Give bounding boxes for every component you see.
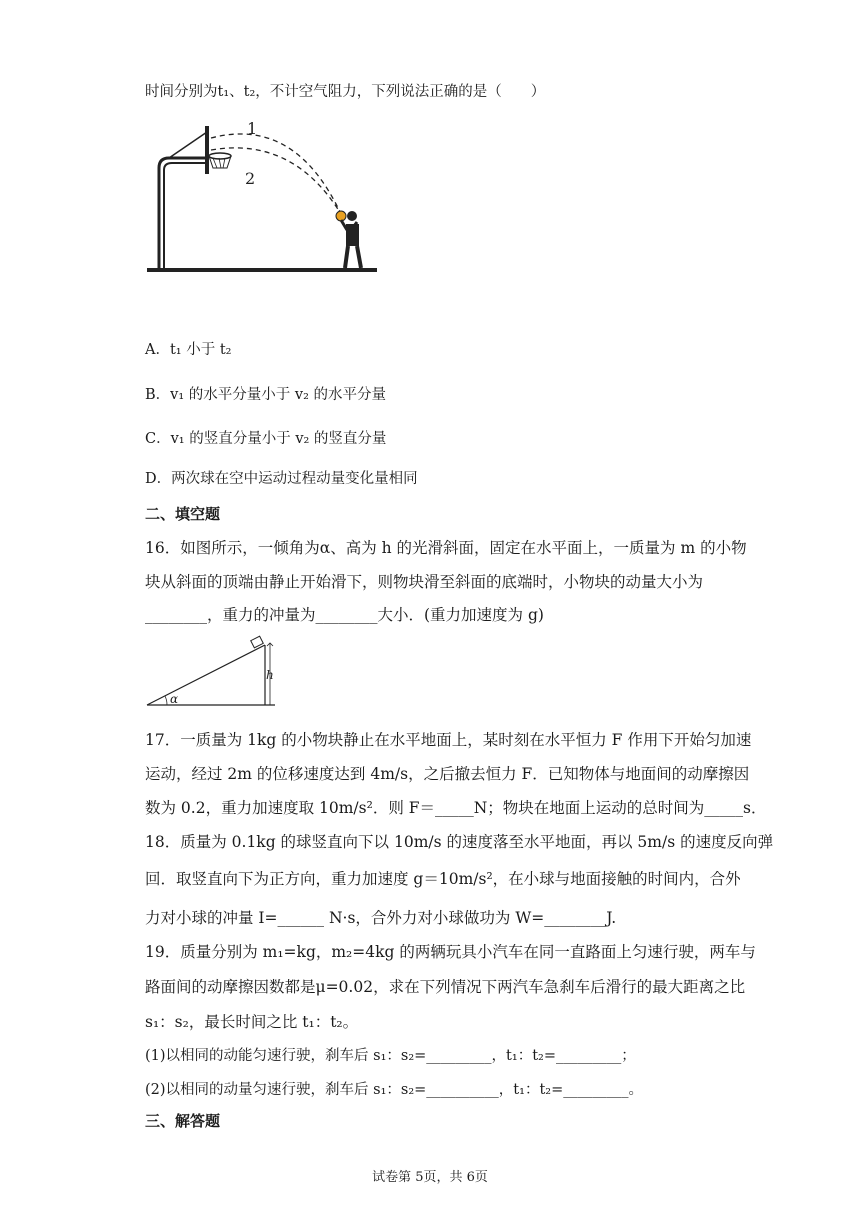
- q16-line1: 16．如图所示，一倾角为α、高为 h 的光滑斜面，固定在水平面上，一质量为 m 的小物: [145, 539, 747, 557]
- q18-line1: 18．质量为 0.1kg 的球竖直向下以 10m/s 的速度落至水平地面，再以 5m/s 的速度反向弹: [145, 833, 774, 851]
- q19-part1: (1)以相同的动能匀速行驶，刹车后 s₁：s₂=_________，t₁：t₂=_________；: [145, 1048, 636, 1064]
- q19-line2: 路面间的动摩擦因数都是μ=0.02，求在下列情况下两汽车急刹车后滑行的最大距离之比: [145, 978, 746, 996]
- section2-title: 二、填空题: [145, 505, 221, 523]
- q16-line3: ________，重力的冲量为________大小．(重力加速度为 g): [145, 606, 544, 624]
- q15-stem-tail: 时间分别为t₁、t₂，不计空气阻力，下列说法正确的是（ ）: [145, 84, 546, 100]
- incline-label-h: h: [266, 668, 274, 682]
- basketball-figure: [145, 118, 380, 278]
- q16-line2: 块从斜面的顶端由静止开始滑下，则物块滑至斜面的底端时，小物块的动量大小为: [145, 573, 704, 591]
- q18-line3: 力对小球的冲量 I=______ N·s，合外力对小球做功为 W=________J.: [145, 909, 617, 927]
- trajectory-label-1: 1: [247, 119, 258, 138]
- page-footer: 试卷第 5页，共 6页: [372, 1170, 488, 1185]
- q15-option-c: C．v₁ 的竖直分量小于 v₂ 的竖直分量: [145, 431, 387, 447]
- q15-option-a: A．t₁ 小于 t₂: [145, 342, 232, 358]
- q15-option-b: B．v₁ 的水平分量小于 v₂ 的水平分量: [145, 387, 386, 403]
- trajectory-label-2: 2: [245, 169, 256, 188]
- incline-figure: [145, 633, 280, 708]
- q15-option-d: D．两次球在空中运动过程动量变化量相同: [145, 471, 418, 487]
- section3-title: 三、解答题: [145, 1112, 221, 1130]
- incline-label-alpha: α: [170, 692, 179, 706]
- q18-line2: 回．取竖直向下为正方向，重力加速度 g＝10m/s²，在小球与地面接触的时间内，合外: [145, 870, 741, 888]
- q19-line3: s₁：s₂，最长时间之比 t₁：t₂。: [145, 1013, 359, 1031]
- q19-part2: (2)以相同的动量匀速行驶，刹车后 s₁：s₂=__________，t₁：t₂=_________。: [145, 1082, 643, 1098]
- q17-line3: 数为 0.2，重力加速度取 10m/s²．则 F＝_____N；物块在地面上运动的总时间为_____s．: [145, 799, 767, 817]
- q17-line1: 17．一质量为 1kg 的小物块静止在水平地面上，某时刻在水平恒力 F 作用下开始匀加速: [145, 731, 752, 749]
- q19-line1: 19．质量分别为 m₁=kg，m₂=4kg 的两辆玩具小汽车在同一直路面上匀速行驶，两车与: [145, 943, 756, 961]
- q17-line2: 运动，经过 2m 的位移速度达到 4m/s，之后撤去恒力 F．已知物体与地面间的动摩擦因: [145, 765, 750, 783]
